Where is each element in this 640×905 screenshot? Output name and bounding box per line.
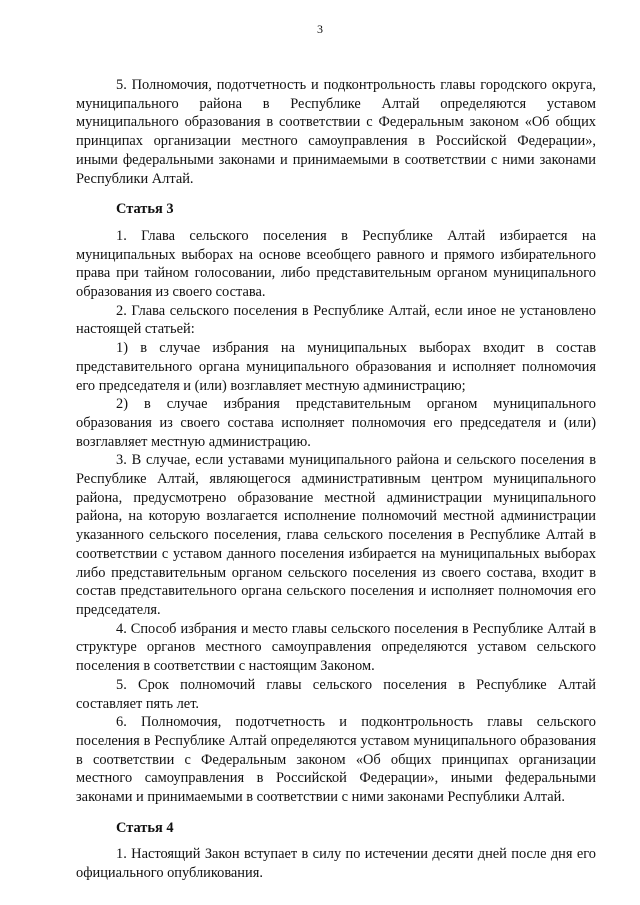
paragraph: 2. Глава сельского поселения в Республике Алтай, если иное не установлено настоящей статьей: (76, 302, 596, 338)
paragraph: 5. Срок полномочий главы сельского поселения в Республике Алтай составляет пять лет. (76, 676, 596, 712)
paragraph: 1. Настоящий Закон вступает в силу по истечении десяти дней после дня его официального опубликования. (76, 846, 596, 882)
paragraph: 2) в случае избрания представительным органом муниципального образования из своего состава исполняет полномочия его председателя и (или) возглавляет местную администрацию. (76, 396, 596, 450)
paragraph: 6. Полномочия, подотчетность и подконтрольность главы сельского поселения в Республике Алтай определяются уставом муниципального образования в соответствии с Федеральным законом «Об общих принципах организации местного самоуправления в Российской Федерации», иными федеральными законами и принимаемыми в соответствии с ними законами Республики Алтай. (76, 714, 596, 806)
paragraph: 1. Глава сельского поселения в Республике Алтай избирается на муниципальных выборах на основе всеобщего равного и прямого избирательного права при тайном голосовании, либо представительным органом муниципального образования из своего состава. (76, 227, 596, 301)
article-heading: Статья 4 (116, 819, 174, 836)
paragraph: 4. Способ избрания и место главы сельского поселения в Республике Алтай в структуре органов местного самоуправления определяются уставом сельского поселения в соответствии с настоящим Законом. (76, 620, 596, 675)
paragraph: 1) в случае избрания на муниципальных выборах входит в состав представительного органа муниципального образования и исполняет полномочия его председателя и (или) возглавляет местную администрацию; (76, 340, 596, 394)
article-heading: Статья 3 (116, 201, 174, 218)
paragraph: 5. Полномочия, подотчетность и подконтрольность главы городского округа, муниципального района в Республике Алтай определяются уставом муниципального образования в соответствии с Федеральным законом «Об общих принципах организации местного самоуправления в Российской Федерации», иными федеральными законами и принимаемыми в соответствии с ними законами Республики Алтай. (76, 77, 596, 187)
paragraph: 3. В случае, если уставами муниципального района и сельского поселения в Республике Алтай, являющегося административным центром муниципального района, предусмотрено образование местной администрации муниципального района, на которую возлагается исполнение полномочий местной администрации указанного сельского поселения, глава сельского поселения в Республике Алтай в соответствии с уставом данного поселения избирается на муниципальных выборах либо представительным органом сельского поселения из своего состава, входит в состав представительного органа сельского поселения и исполняет полномочия его председателя. (76, 452, 596, 618)
document-body (76, 76, 596, 883)
page-number: 3 (317, 22, 323, 36)
